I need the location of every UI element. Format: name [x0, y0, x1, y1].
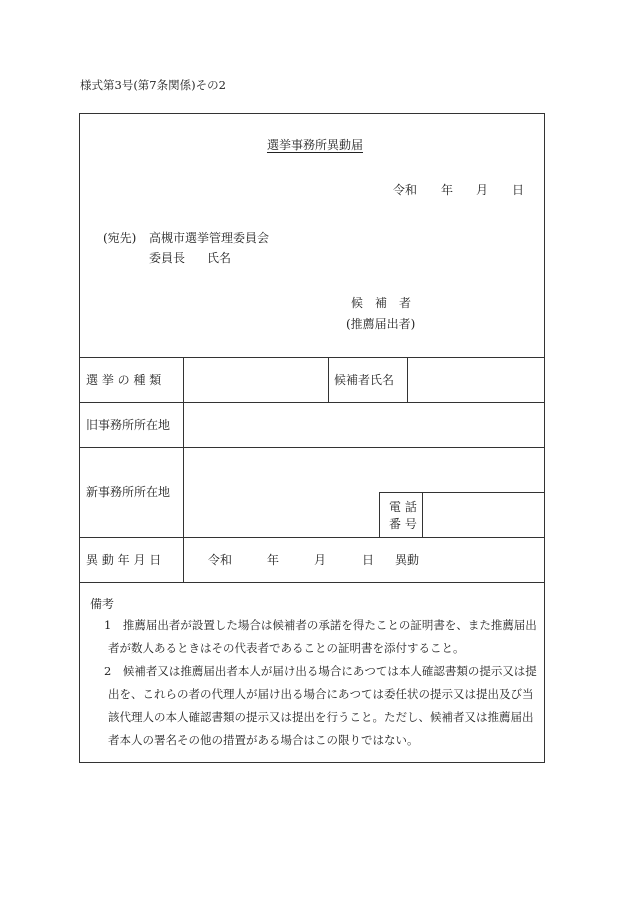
- addressee-name-label: 氏名: [207, 251, 232, 265]
- date-era: 令和: [393, 183, 418, 197]
- remark-line: 者本人の署名その他の措置がある場合はこの限りではない。: [108, 733, 419, 747]
- rule-phone-top: [379, 492, 545, 493]
- label-candidate-name: 候補者氏名: [334, 373, 395, 387]
- rule-candidate-right: [407, 357, 408, 402]
- form-title-text: 選挙事務所異動届: [266, 138, 363, 152]
- change-year: 年: [267, 553, 280, 567]
- label-phone-line1: 電 話: [389, 500, 417, 514]
- date-year: 年: [441, 183, 454, 197]
- rule-row-3: [79, 537, 545, 538]
- change-day: 日: [362, 553, 375, 567]
- remark-line: 1 推薦届出者が設置した場合は候補者の承諾を得たことの証明書を、また推薦届出: [104, 618, 537, 632]
- submitter-recommender: (推薦届出者): [346, 317, 416, 331]
- addressee-committee: 高槻市選挙管理委員会: [149, 231, 270, 245]
- addressee-chair: 委員長: [149, 251, 186, 265]
- date-month: 月: [476, 183, 489, 197]
- rule-table-top: [79, 357, 545, 358]
- submitter-candidate: 候 補 者: [351, 296, 412, 310]
- label-phone-line2: 番 号: [389, 517, 417, 531]
- label-election-type: 選 挙 の 種 類: [86, 373, 162, 387]
- change-era: 令和: [208, 553, 233, 567]
- change-suffix: 異動: [395, 553, 420, 567]
- remark-line: 者が数人あるときはその代表者であることの証明書を添付すること。: [108, 641, 465, 655]
- rule-label-column: [183, 357, 184, 582]
- remark-line: 該代理人の本人確認書類の提示又は提出を行うこと。ただし、候補者又は推薦届出: [108, 710, 534, 724]
- rule-row-1: [79, 402, 545, 403]
- rule-row-4: [79, 582, 545, 583]
- rule-candidate-left: [328, 357, 329, 402]
- remark-line: 出を、これらの者の代理人が届け出る場合にあつては委任状の提示又は提出及び当: [108, 687, 534, 701]
- rule-row-2: [79, 447, 545, 448]
- remark-line: 2 候補者又は推薦届出者本人が届け出る場合にあつては本人確認書類の提示又は提: [104, 664, 537, 678]
- form-title: [0, 139, 630, 151]
- remarks-heading: 備考: [90, 597, 115, 611]
- rule-phone-right: [422, 492, 423, 537]
- label-old-office: 旧事務所所在地: [86, 418, 171, 432]
- addressee-label: (宛先): [103, 231, 137, 245]
- form-number: 様式第3号(第7条関係)その2: [80, 78, 226, 92]
- label-change-date: 異 動 年 月 日: [86, 553, 162, 567]
- change-month: 月: [314, 553, 327, 567]
- label-new-office: 新事務所所在地: [86, 485, 171, 499]
- date-day: 日: [512, 183, 525, 197]
- rule-phone-left: [379, 492, 380, 537]
